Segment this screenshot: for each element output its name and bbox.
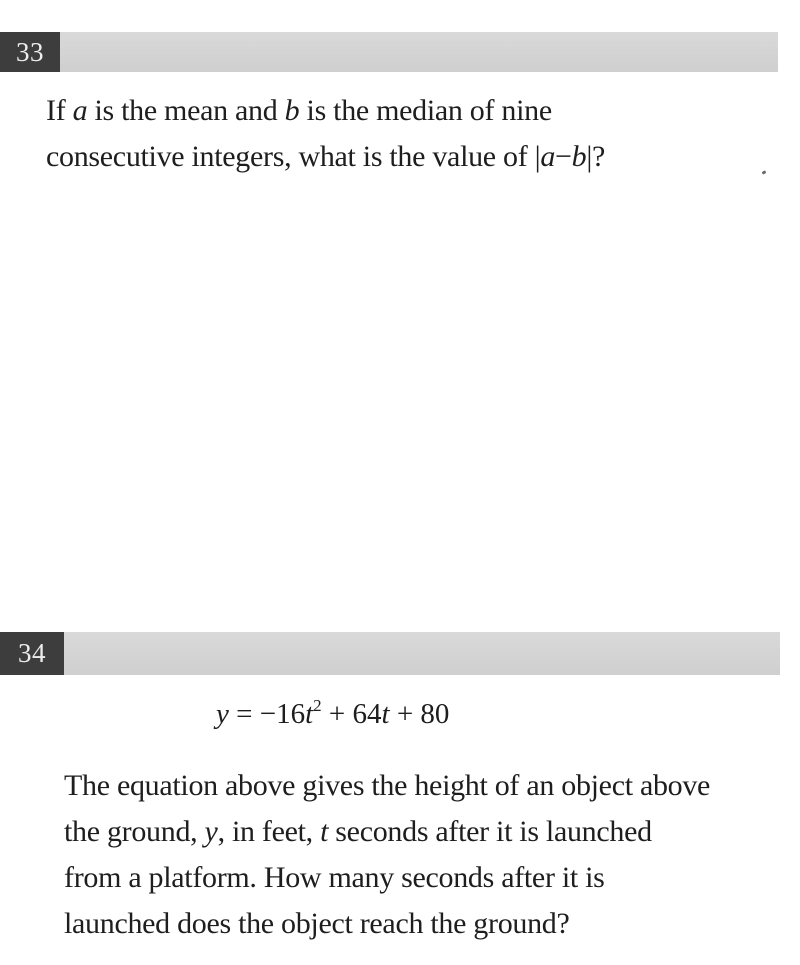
text-segment: , in feet,: [217, 815, 321, 848]
math-term: + 80: [389, 698, 450, 730]
math-term: = −16: [228, 698, 306, 730]
text-segment: If: [46, 94, 73, 127]
question-number: 34: [0, 632, 64, 675]
math-variable: b: [571, 140, 587, 173]
question-line: [64, 809, 800, 855]
question-line: The equation above gives the height of an object above: [64, 769, 711, 802]
text-segment: |?: [586, 140, 606, 173]
text-segment: the ground,: [64, 815, 205, 848]
text-segment: is the mean and: [87, 94, 285, 127]
text-segment: is the median of nine: [299, 94, 552, 127]
math-variable: t: [305, 698, 314, 730]
math-variable: b: [284, 94, 300, 127]
question-33-header: [0, 32, 778, 72]
math-exponent: 2: [313, 696, 322, 715]
question-number: 33: [0, 32, 60, 72]
math-term: + 64: [321, 698, 382, 730]
question-line: from a platform. How many seconds after it is: [64, 861, 605, 894]
math-variable: a: [540, 140, 556, 173]
math-variable: a: [72, 94, 88, 127]
question-line: [46, 134, 786, 180]
question-line: [46, 88, 786, 134]
text-segment: seconds after it is launched: [328, 815, 652, 848]
question-header-bar: [64, 632, 780, 675]
math-variable: t: [320, 815, 329, 848]
question-33-text: [46, 88, 786, 180]
question-line: launched does the object reach the ground?: [64, 907, 570, 940]
math-operator: −: [555, 140, 572, 173]
math-variable: t: [381, 698, 390, 730]
math-variable: y: [204, 815, 218, 848]
text-segment: consecutive integers, what is the value of |: [46, 140, 541, 173]
math-variable: y: [216, 698, 229, 730]
question-header-bar: [60, 32, 778, 72]
question-34-equation: [216, 698, 449, 731]
question-34-header: [0, 632, 780, 675]
question-34-text: [64, 763, 800, 947]
